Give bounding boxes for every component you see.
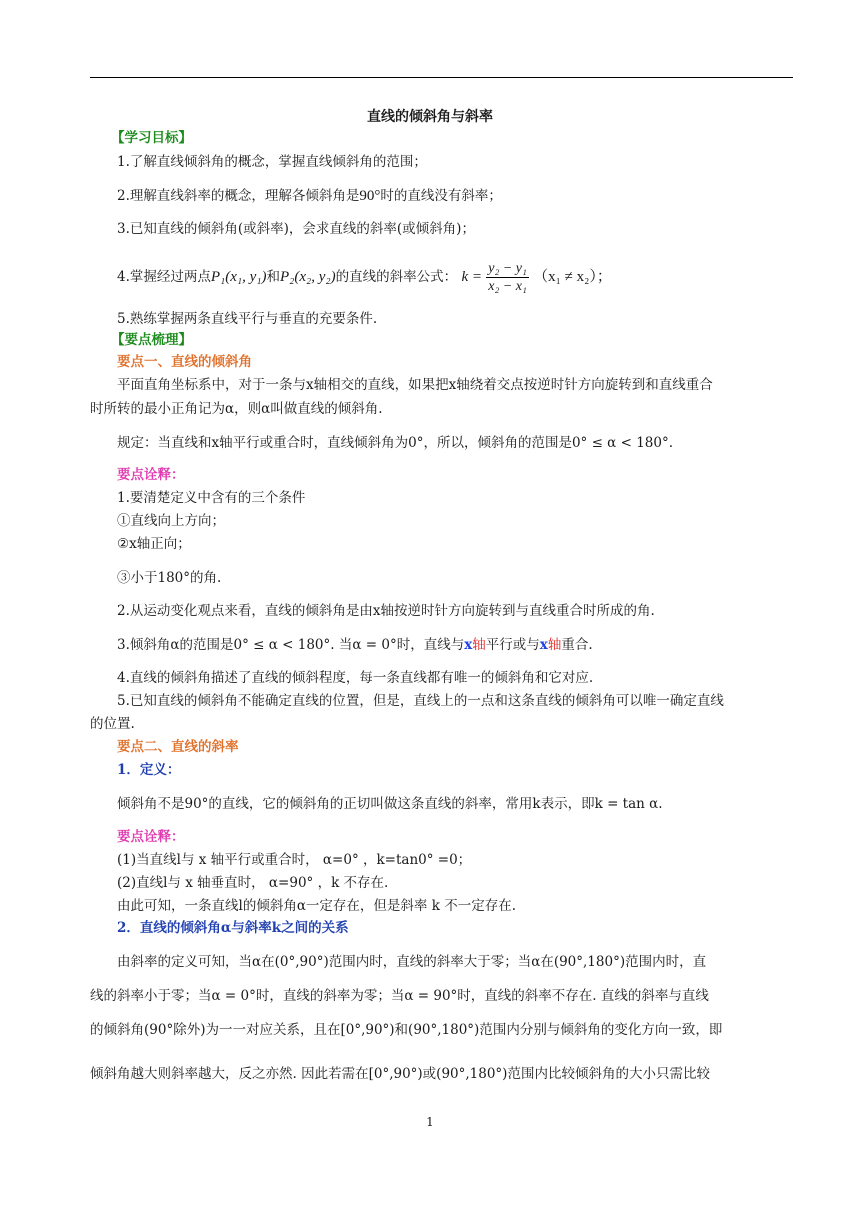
definition-heading: 1．定义： bbox=[117, 762, 181, 778]
note1-heading: 要点诠释： bbox=[117, 467, 185, 483]
page-title: 直线的倾斜角与斜率 bbox=[367, 109, 493, 125]
page-number: 1 bbox=[426, 1115, 434, 1129]
header-rule bbox=[90, 77, 793, 78]
note2-item2: (2)直线l与 x 轴垂直时， α=90° ，k 不存在. bbox=[117, 875, 389, 891]
relation-line2: 线的斜率小于零；当α = 0°时，直线的斜率为零；当α = 90°时，直线的斜率不存在. 直线的斜率与直线 bbox=[90, 988, 709, 1004]
note1-item5-line1: 5.已知直线的倾斜角不能确定直线的位置，但是，直线上的一点和这条直线的倾斜角可以唯一确定直线 bbox=[117, 693, 724, 709]
point1-para-line1: 平面直角坐标系中，对于一条与x轴相交的直线，如果把x轴绕着交点按逆时针方向旋转到和直线重合 bbox=[117, 377, 713, 393]
note1-item3: 3.倾斜角α的范围是0° ≤ α < 180°. 当α = 0°时，直线与x轴平行或与x轴重合. bbox=[117, 637, 593, 653]
note2-conclusion: 由此可知，一条直线l的倾斜角α一定存在，但是斜率 k 不一定存在. bbox=[117, 898, 516, 914]
note2-item1: (1)当直线l与 x 轴平行或重合时， α=0° ，k=tan0° =0； bbox=[117, 852, 472, 868]
summary-heading: 【要点梳理】 bbox=[111, 332, 192, 348]
note1-item4: 4.直线的倾斜角描述了直线的倾斜程度，每一条直线都有唯一的倾斜角和它对应. bbox=[117, 670, 594, 686]
objectives-heading: 【学习目标】 bbox=[111, 130, 192, 146]
note1-item1b: ②x轴正向； bbox=[117, 536, 191, 552]
slope-definition: 倾斜角不是90°的直线，它的倾斜角的正切叫做这条直线的斜率，常用k表示，即k = tan α. bbox=[117, 796, 663, 812]
point1-heading: 要点一、直线的倾斜角 bbox=[117, 354, 252, 370]
note1-item2: 2.从运动变化观点来看，直线的倾斜角是由x轴按逆时针方向旋转到与直线重合时所成的角. bbox=[117, 603, 655, 619]
relation-line3: 的倾斜角(90°除外)为一一对应关系，且在[0°,90°)和(90°,180°)范围内分别与倾斜角的变化方向一致，即 bbox=[90, 1022, 723, 1038]
relation-line1: 由斜率的定义可知，当α在(0°,90°)范围内时，直线的斜率大于零；当α在(90°,180°)范围内时，直 bbox=[117, 954, 707, 970]
slope-formula-fraction: $\frac{\text{y₂ − y₁}}{\text{x₂ − x₁}}$ bbox=[488, 261, 527, 294]
point1-rule: 规定：当直线和x轴平行或重合时，直线倾斜角为0°，所以，倾斜角的范围是0° ≤ α < 180°. bbox=[117, 435, 674, 451]
objective-1: 1.了解直线倾斜角的概念，掌握直线倾斜角的范围； bbox=[117, 154, 427, 170]
relation-line4: 倾斜角越大则斜率越大，反之亦然. 因此若需在[0°,90°)或(90°,180°)范围内比较倾斜角的大小只需比较 bbox=[90, 1066, 710, 1082]
note2-heading: 要点诠释： bbox=[117, 829, 185, 845]
point1-para-line2: 时所转的最小正角记为α，则α叫做直线的倾斜角. bbox=[90, 401, 383, 417]
note1-item1c: ③小于180°的角. bbox=[117, 570, 222, 586]
objective-4: 4.掌握经过两点P₁(x₁, y₁)和P₂(x₂, y₂)的直线的斜率公式： k = $\frac{\text{y₂ − y₁}}{\text{x₂ − x₁}}$ （x₁ ≠ x₂）； bbox=[117, 261, 612, 294]
note1-item1a: ①直线向上方向； bbox=[117, 513, 225, 529]
objective-5: 5.熟练掌握两条直线平行与垂直的充要条件. bbox=[117, 311, 378, 327]
note1-item1: 1.要清楚定义中含有的三个条件 bbox=[117, 490, 306, 506]
note1-item5-line2: 的位置. bbox=[90, 716, 135, 732]
objective-3: 3.已知直线的倾斜角(或斜率)，会求直线的斜率(或倾斜角)； bbox=[117, 221, 475, 237]
relation-heading: 2．直线的倾斜角α与斜率k之间的关系 bbox=[117, 920, 349, 936]
point2-heading: 要点二、直线的斜率 bbox=[117, 739, 239, 755]
objective-2: 2.理解直线斜率的概念，理解各倾斜角是90°时的直线没有斜率； bbox=[117, 188, 502, 204]
